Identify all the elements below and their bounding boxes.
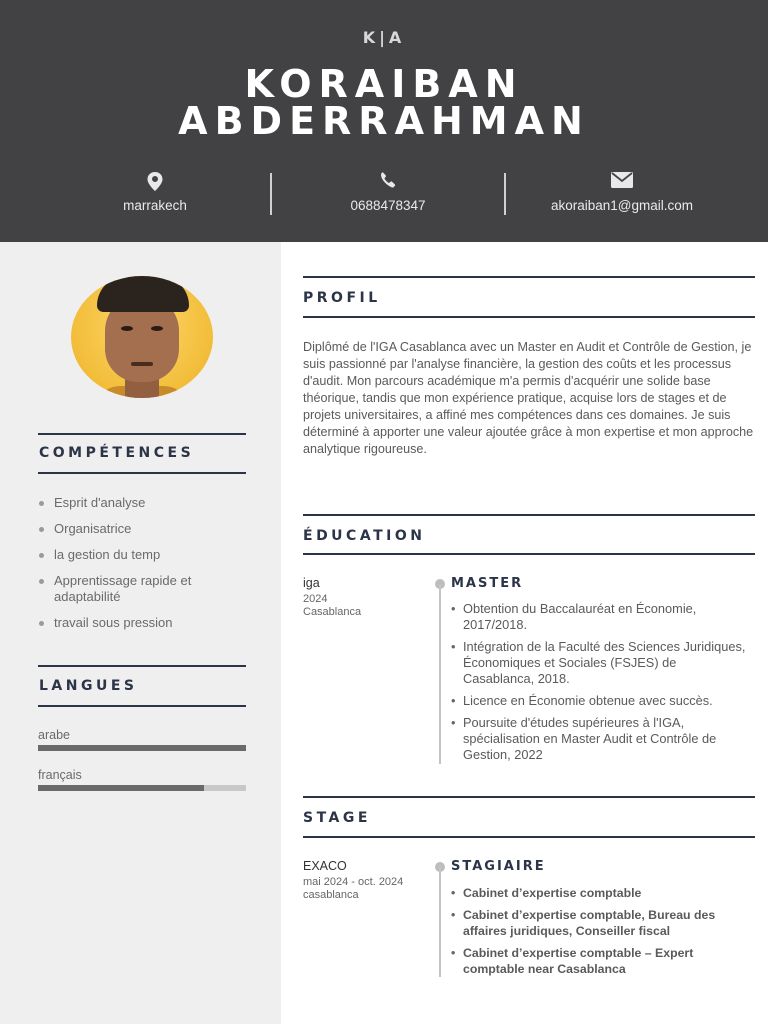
- list-item: • Cabinet d’expertise comptable – Expert comptable near Casablanca: [451, 945, 751, 977]
- contact-email: [522, 172, 722, 213]
- contact-divider: [270, 173, 272, 215]
- education-list: [451, 601, 751, 769]
- list-item: • Obtention du Baccalauréat en Économie, 2017/2018.: [451, 601, 751, 633]
- list-item: Organisatrice: [38, 521, 258, 537]
- email-text: akoraiban1@gmail.com: [550, 198, 694, 213]
- contact-location: [55, 172, 255, 213]
- list-item: • Licence en Économie obtenue avec succès.: [451, 693, 751, 709]
- stage-dates: mai 2024 - oct. 2024: [303, 876, 404, 888]
- language-level-bar: [38, 745, 246, 751]
- envelope-icon: [522, 172, 722, 194]
- name-line-2: ABDERRAHMAN: [178, 99, 590, 143]
- contact-divider: [504, 173, 506, 215]
- location-text: marrakech: [123, 198, 187, 213]
- profile-photo: [71, 276, 213, 398]
- list-item: la gestion du temp: [38, 547, 258, 563]
- timeline-line: [439, 584, 441, 764]
- list-item: • Cabinet d’expertise comptable, Bureau des affaires juridiques, Conseiller fiscal: [451, 907, 751, 939]
- profile-text: Diplômé de l'IGA Casablanca avec un Master en Audit et Contrôle de Gestion, je suis passionné par l'analyse financière, la gestion des coûts et les processus d'audit. Mon parcours académique m'a permis d'acquérir une solide base théorique, tandis que mon expérience pratique, acquise lors de stages et de projets universitaires, a affiné mes compétences dans ces domaines. Je suis déterminé à apporter une valeur ajoutée grâce à mon expertise et mon approche analytique rigoureuse.: [303, 340, 754, 456]
- list-item: • Cabinet d’expertise comptable: [451, 885, 751, 901]
- language-label: arabe: [38, 728, 70, 742]
- full-name: [0, 62, 768, 143]
- skills-heading: COMPÉTENCES: [38, 433, 246, 474]
- languages-heading: LANGUES: [38, 665, 246, 707]
- phone-icon: [288, 172, 488, 194]
- monogram: K|A: [362, 28, 406, 47]
- stage-list: [451, 885, 751, 983]
- list-item: Esprit d'analyse: [38, 495, 258, 511]
- role-title: STAGIAIRE: [451, 859, 546, 874]
- list-item: Apprentissage rapide et adaptabilité: [38, 573, 258, 605]
- stage-city: casablanca: [303, 889, 359, 901]
- education-heading: ÉDUCATION: [303, 514, 755, 555]
- profile-heading: PROFIL: [303, 276, 755, 318]
- language-arabe: [38, 728, 246, 751]
- resume-header: [0, 0, 768, 242]
- list-item: • Poursuite d'études supérieures à l'IGA, spécialisation en Master Audit et Contrôle de Gestion, 2022: [451, 715, 751, 763]
- education-year: 2024: [303, 593, 328, 605]
- education-city: Casablanca: [303, 606, 362, 618]
- language-label: français: [38, 768, 82, 782]
- map-pin-icon: [55, 172, 255, 194]
- language-level-bar: [38, 785, 246, 791]
- stage-meta: [303, 860, 423, 902]
- timeline-line: [439, 867, 441, 977]
- skills-list: [38, 495, 258, 641]
- degree-title: MASTER: [451, 576, 524, 591]
- school-name: iga: [303, 576, 320, 590]
- company-name: EXACO: [303, 859, 347, 873]
- phone-text: 0688478347: [350, 198, 426, 213]
- list-item: travail sous pression: [38, 615, 258, 631]
- stage-heading: STAGE: [303, 796, 755, 838]
- education-meta: [303, 577, 423, 619]
- name-line-1: KORAIBAN: [244, 62, 524, 106]
- list-item: • Intégration de la Faculté des Sciences Juridiques, Économiques et Sociales (FSJES) de Casablanca, 2018.: [451, 639, 751, 687]
- contact-phone: [288, 172, 488, 213]
- language-francais: [38, 768, 246, 791]
